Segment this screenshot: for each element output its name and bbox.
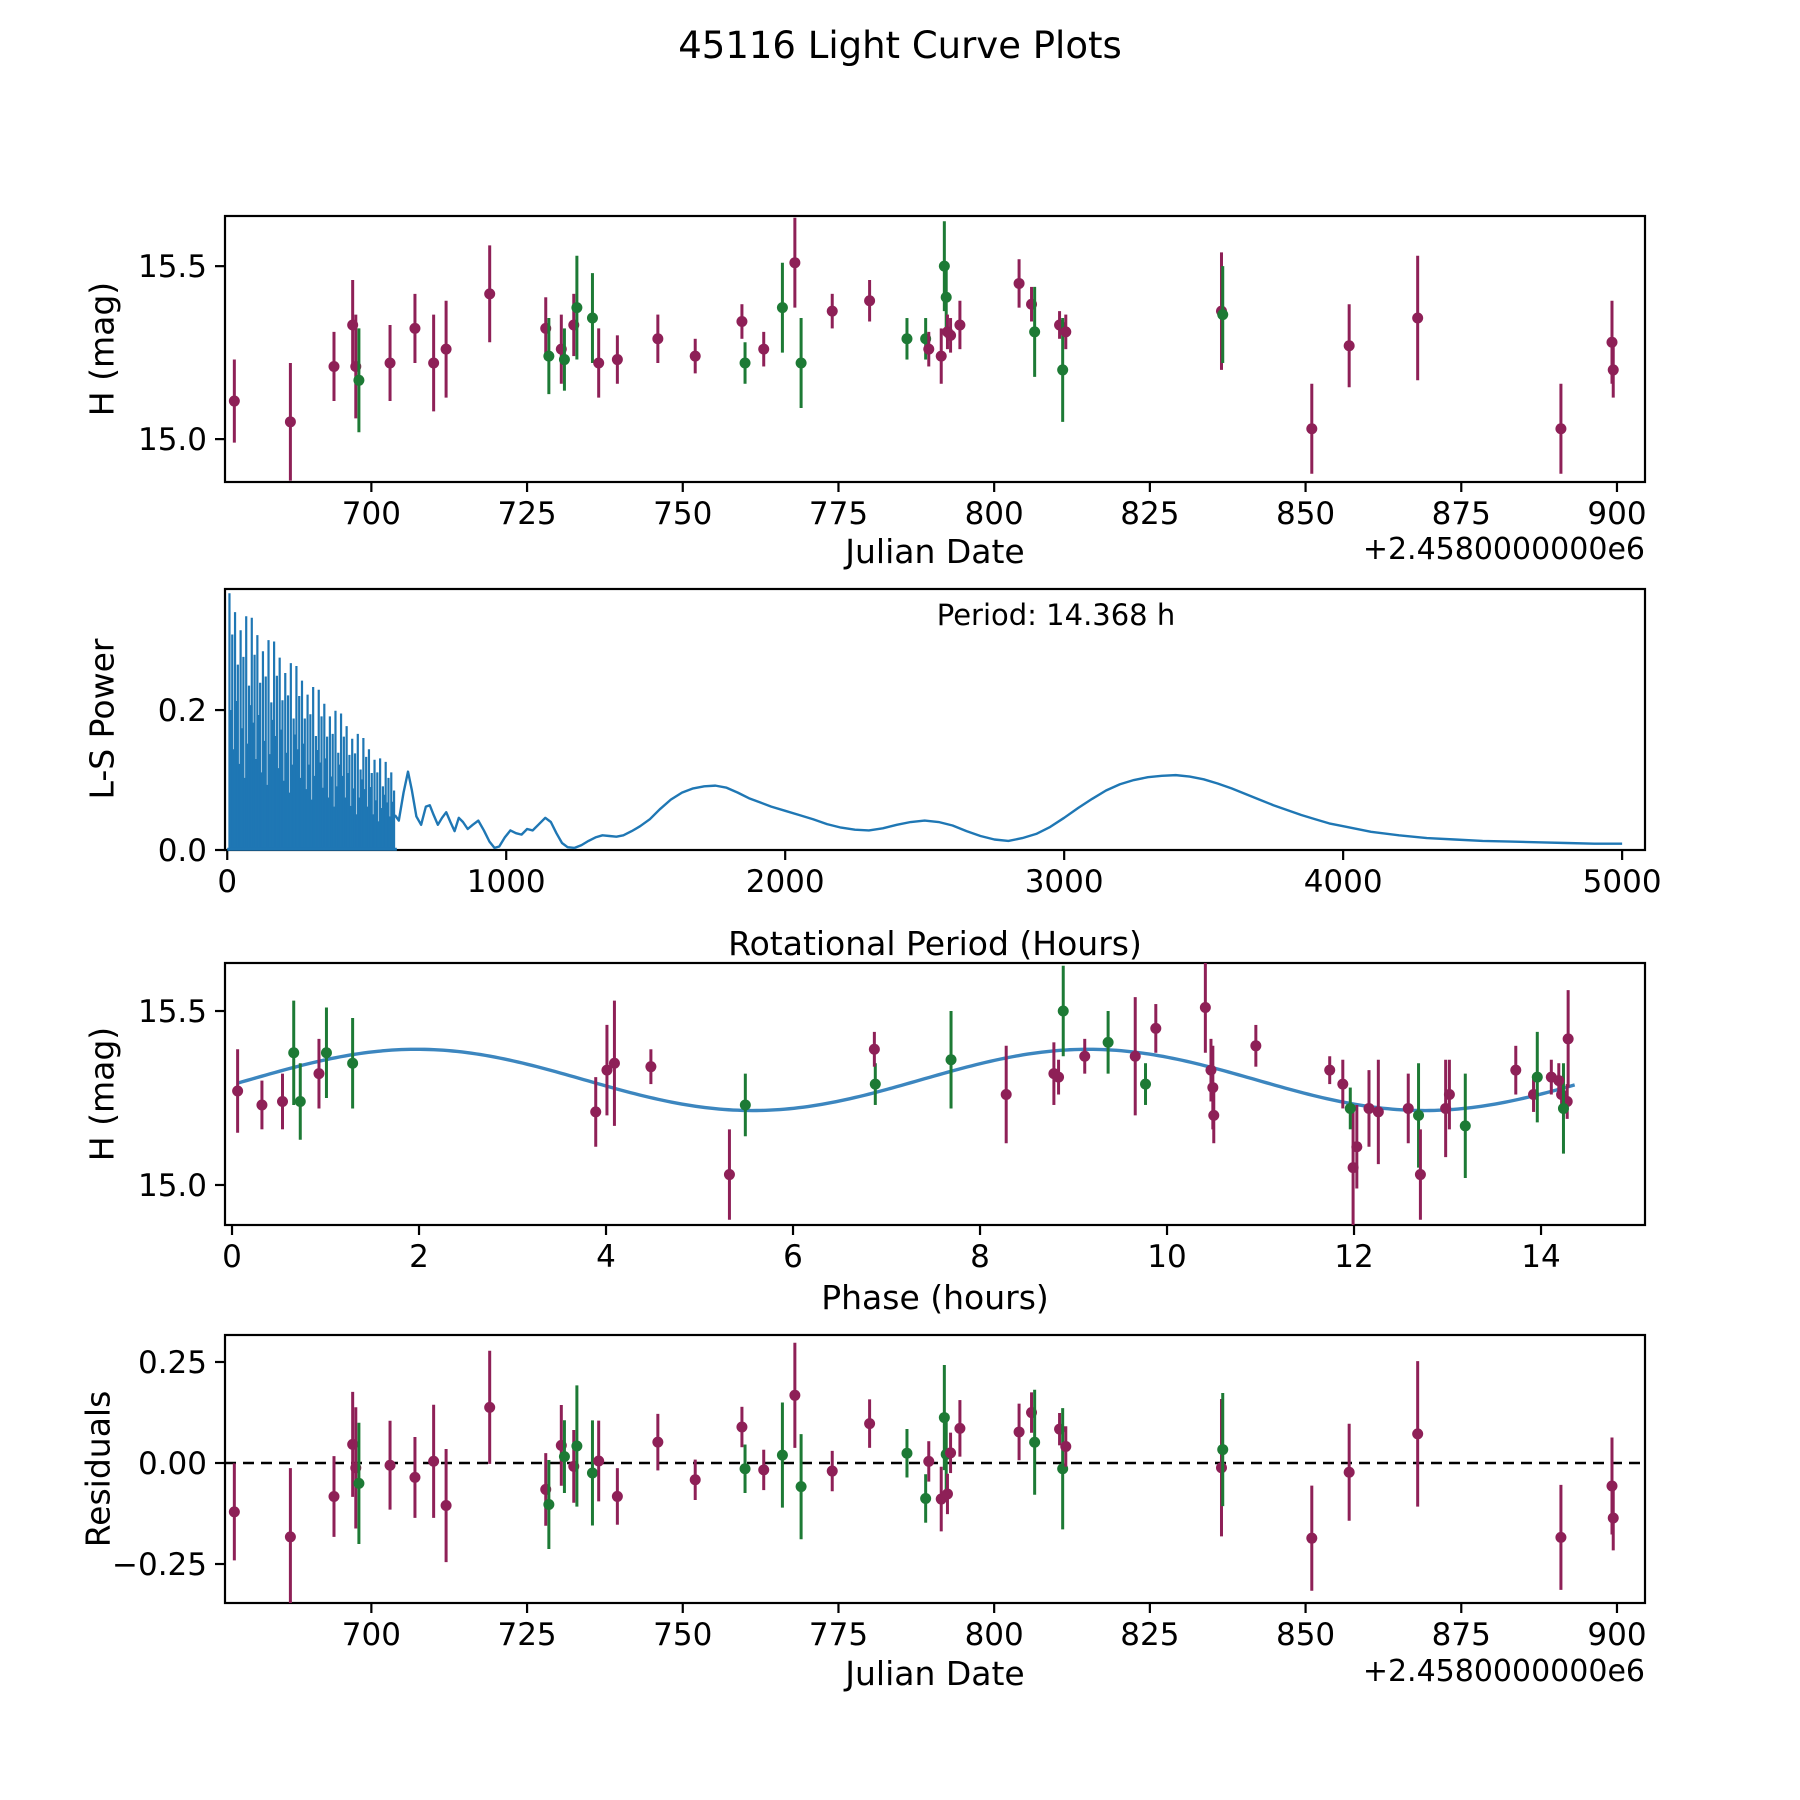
- residuals-data-point: [1306, 1533, 1317, 1544]
- periodogram-y-tick-label: 0.0: [157, 833, 207, 869]
- lightcurve-data-point: [571, 302, 582, 313]
- lightcurve-data-point: [789, 257, 800, 268]
- phase-y-tick-label: 15.0: [137, 1167, 207, 1204]
- lightcurve-x-tick-label: 725: [497, 496, 557, 532]
- lightcurve-data-point: [954, 319, 965, 330]
- lightcurve-data-point: [736, 316, 747, 327]
- phase-data-point: [1546, 1072, 1557, 1083]
- residuals-data-point: [954, 1423, 965, 1434]
- lightcurve-data-point: [758, 344, 769, 355]
- phase-data-point: [1415, 1169, 1426, 1180]
- phase-data-point: [1324, 1065, 1335, 1076]
- lightcurve-data-point: [1306, 423, 1317, 434]
- lightcurve-y-tick-label: 15.5: [137, 249, 207, 286]
- residuals-data-point: [864, 1418, 875, 1429]
- phase-data-point: [232, 1086, 243, 1097]
- lightcurve-data-point: [385, 358, 396, 369]
- residuals-data-point: [789, 1390, 800, 1401]
- residuals-plot-frame: [225, 1335, 1645, 1603]
- phase-data-point: [1205, 1065, 1216, 1076]
- periodogram-plot-frame: [225, 589, 1645, 850]
- lightcurve-data-point: [1608, 364, 1619, 375]
- residuals-data-point: [593, 1455, 604, 1466]
- periodogram-x-tick-label: 5000: [1582, 864, 1662, 900]
- residuals-x-tick-label: 900: [1587, 1617, 1647, 1653]
- residuals-data-point: [484, 1402, 495, 1413]
- phase-data-point: [609, 1058, 620, 1069]
- lightcurve-data-point: [936, 351, 947, 362]
- residuals-data-point: [901, 1448, 912, 1459]
- phase-data-point: [1053, 1072, 1064, 1083]
- phase-data-point: [590, 1106, 601, 1117]
- lightcurve-data-point: [229, 396, 240, 407]
- lightcurve-x-tick-label: 825: [1120, 496, 1180, 532]
- residuals-data-point: [409, 1472, 420, 1483]
- lightcurve-data-point: [901, 333, 912, 344]
- phase-data-point: [1001, 1089, 1012, 1100]
- phase-x-tick-label: 8: [970, 1239, 990, 1275]
- phase-data-point: [1532, 1072, 1543, 1083]
- phase-data-point: [1079, 1051, 1090, 1062]
- residuals-data-point: [229, 1506, 240, 1517]
- periodogram-y-axis-label: L-S Power: [82, 638, 122, 800]
- residuals-data-point: [1217, 1444, 1228, 1455]
- phase-data-point: [347, 1058, 358, 1069]
- residuals-x-tick-label: 725: [497, 1617, 557, 1653]
- phase-data-point: [1103, 1037, 1114, 1048]
- lightcurve-data-point: [1029, 326, 1040, 337]
- phase-x-tick-label: 2: [409, 1239, 429, 1275]
- lightcurve-data-point: [441, 344, 452, 355]
- phase-data-point: [1058, 1006, 1069, 1017]
- phase-x-tick-label: 14: [1521, 1239, 1561, 1275]
- residuals-data-point: [827, 1466, 838, 1477]
- phase-plot-frame: [225, 963, 1645, 1225]
- phase-data-point: [740, 1099, 751, 1110]
- lightcurve-x-tick-label: 750: [653, 496, 713, 532]
- residuals-data-point: [1029, 1437, 1040, 1448]
- lightcurve-data-point: [939, 261, 950, 272]
- residuals-data-point: [612, 1491, 623, 1502]
- phase-data-point: [277, 1096, 288, 1107]
- lightcurve-x-tick-label: 775: [808, 496, 869, 532]
- residuals-x-tick-label: 750: [653, 1617, 713, 1653]
- phase-data-point: [321, 1047, 332, 1058]
- figure-title: 45116 Light Curve Plots: [678, 24, 1122, 67]
- lightcurve-data-point: [1412, 313, 1423, 324]
- lightcurve-data-point: [543, 351, 554, 362]
- phase-data-point: [1444, 1089, 1455, 1100]
- phase-data-point: [1460, 1120, 1471, 1131]
- residuals-data-point: [559, 1451, 570, 1462]
- residuals-data-point: [285, 1531, 296, 1542]
- periodogram-x-tick-label: 3000: [1024, 864, 1104, 900]
- lightcurve-x-axis-label: Julian Date: [845, 532, 1025, 571]
- residuals-data-point: [1555, 1532, 1566, 1543]
- periodogram-x-tick-label: 0: [217, 864, 238, 900]
- lightcurve-data-point: [1555, 423, 1566, 434]
- residuals-data-point: [328, 1491, 339, 1502]
- lightcurve-data-point: [923, 344, 934, 355]
- residuals-x-tick-label: 700: [341, 1617, 401, 1653]
- phase-data-point: [1140, 1079, 1151, 1090]
- phase-data-point: [870, 1079, 881, 1090]
- residuals-data-point: [1344, 1467, 1355, 1478]
- phase-data-point: [946, 1054, 957, 1065]
- phase-data-point: [724, 1169, 735, 1180]
- residuals-data-point: [758, 1464, 769, 1475]
- lightcurve-data-point: [285, 416, 296, 427]
- phase-data-point: [1337, 1079, 1348, 1090]
- phase-data-point: [1208, 1110, 1219, 1121]
- residuals-data-point: [1060, 1441, 1071, 1452]
- phase-data-point: [1558, 1103, 1569, 1114]
- phase-x-tick-label: 10: [1147, 1239, 1187, 1275]
- lightcurve-data-point: [652, 333, 663, 344]
- residuals-x-tick-label: 775: [808, 1617, 869, 1653]
- lightcurve-data-point: [1014, 278, 1025, 289]
- lightcurve-data-point: [740, 358, 751, 369]
- residuals-data-point: [736, 1422, 747, 1433]
- phase-data-point: [1150, 1023, 1161, 1034]
- lightcurve-x-tick-label: 900: [1587, 496, 1647, 532]
- periodogram-x-tick-label: 1000: [466, 864, 546, 900]
- residuals-data-point: [441, 1500, 452, 1511]
- phase-data-point: [1563, 1033, 1574, 1044]
- phase-fit-curve: [238, 1049, 1575, 1110]
- lightcurve-x-tick-label: 850: [1275, 496, 1336, 532]
- phase-data-point: [295, 1096, 306, 1107]
- residuals-y-tick-label: 0.00: [137, 1446, 207, 1482]
- residuals-y-axis-label: Residuals: [78, 1390, 118, 1548]
- residuals-data-point: [353, 1478, 364, 1489]
- residuals-data-point: [942, 1488, 953, 1499]
- lightcurve-data-point: [1217, 309, 1228, 320]
- lightcurve-data-point: [1060, 326, 1071, 337]
- lightcurve-data-point: [777, 302, 788, 313]
- residuals-x-tick-label: 850: [1275, 1617, 1336, 1653]
- residuals-data-point: [796, 1481, 807, 1492]
- residuals-x-tick-label: 800: [964, 1617, 1024, 1653]
- residuals-data-point: [920, 1493, 931, 1504]
- periodogram-x-axis-label: Rotational Period (Hours): [728, 924, 1142, 963]
- phase-data-point: [1345, 1103, 1356, 1114]
- phase-x-tick-label: 6: [783, 1239, 803, 1275]
- phase-x-tick-label: 4: [596, 1239, 616, 1275]
- lightcurve-data-point: [612, 354, 623, 365]
- lightcurve-data-point: [559, 354, 570, 365]
- phase-y-tick-label: 15.5: [137, 994, 207, 1031]
- lightcurve-data-point: [353, 375, 364, 386]
- lightcurve-data-point: [428, 358, 439, 369]
- lightcurve-data-point: [796, 358, 807, 369]
- residuals-data-point: [385, 1460, 396, 1471]
- residuals-data-point: [1608, 1513, 1619, 1524]
- residuals-data-point: [1014, 1426, 1025, 1437]
- lightcurve-data-point: [409, 323, 420, 334]
- residuals-data-point: [690, 1474, 701, 1485]
- lightcurve-data-point: [1344, 340, 1355, 351]
- phase-data-point: [313, 1068, 324, 1079]
- phase-data-point: [1363, 1103, 1374, 1114]
- periodogram-x-tick-label: 2000: [745, 864, 825, 900]
- phase-data-point: [1130, 1051, 1141, 1062]
- residuals-data-point: [945, 1447, 956, 1458]
- lightcurve-data-point: [941, 292, 952, 303]
- residuals-y-tick-label: −0.25: [112, 1547, 207, 1584]
- period-annotation: Period: 14.368 h: [936, 598, 1176, 632]
- phase-data-point: [1250, 1040, 1261, 1051]
- residuals-data-point: [652, 1437, 663, 1448]
- residuals-data-point: [1412, 1428, 1423, 1439]
- periodogram-curve: [395, 772, 1622, 848]
- residuals-data-point: [571, 1440, 582, 1451]
- residuals-data-point: [740, 1463, 751, 1474]
- residuals-data-point: [923, 1456, 934, 1467]
- lightcurve-data-point: [864, 295, 875, 306]
- lightcurve-data-point: [593, 358, 604, 369]
- lightcurve-axis-offset-text: +2.4580000000e6: [1362, 532, 1645, 567]
- lightcurve-x-tick-label: 700: [341, 496, 401, 532]
- residuals-data-point: [587, 1467, 598, 1478]
- periodogram-y-tick-label: 0.2: [157, 693, 207, 730]
- phase-data-point: [1373, 1106, 1384, 1117]
- lightcurve-data-point: [328, 361, 339, 372]
- lightcurve-plot-frame: [225, 216, 1645, 482]
- lightcurve-data-point: [484, 288, 495, 299]
- lightcurve-x-tick-label: 875: [1431, 496, 1491, 532]
- phase-data-point: [869, 1044, 880, 1055]
- residuals-y-tick-label: 0.25: [137, 1344, 207, 1381]
- lightcurve-y-tick-label: 15.0: [137, 422, 207, 459]
- residuals-data-point: [939, 1412, 950, 1423]
- residuals-data-point: [543, 1499, 554, 1510]
- phase-data-point: [1413, 1110, 1424, 1121]
- phase-data-point: [288, 1047, 299, 1058]
- phase-data-point: [1348, 1162, 1359, 1173]
- phase-x-tick-label: 12: [1334, 1239, 1374, 1275]
- lightcurve-data-point: [690, 351, 701, 362]
- lightcurve-data-point: [1057, 364, 1068, 375]
- lightcurve-y-axis-label: H (mag): [82, 281, 122, 417]
- phase-data-point: [645, 1061, 656, 1072]
- phase-y-axis-label: H (mag): [82, 1026, 122, 1162]
- phase-x-tick-label: 0: [222, 1239, 242, 1275]
- periodogram-x-tick-label: 4000: [1303, 864, 1383, 900]
- lightcurve-data-point: [945, 330, 956, 341]
- phase-data-point: [1510, 1065, 1521, 1076]
- phase-data-point: [1403, 1103, 1414, 1114]
- residuals-axis-offset-text: +2.4580000000e6: [1362, 1654, 1645, 1689]
- residuals-x-axis-label: Julian Date: [845, 1654, 1025, 1693]
- lightcurve-data-point: [827, 306, 838, 317]
- residuals-data-point: [428, 1456, 439, 1467]
- phase-data-point: [1200, 1002, 1211, 1013]
- residuals-x-tick-label: 825: [1120, 1617, 1180, 1653]
- phase-x-axis-label: Phase (hours): [821, 1278, 1049, 1317]
- lightcurve-data-point: [587, 313, 598, 324]
- residuals-x-tick-label: 875: [1431, 1617, 1491, 1653]
- lightcurve-x-tick-label: 800: [964, 496, 1024, 532]
- residuals-data-point: [777, 1450, 788, 1461]
- phase-data-point: [256, 1099, 267, 1110]
